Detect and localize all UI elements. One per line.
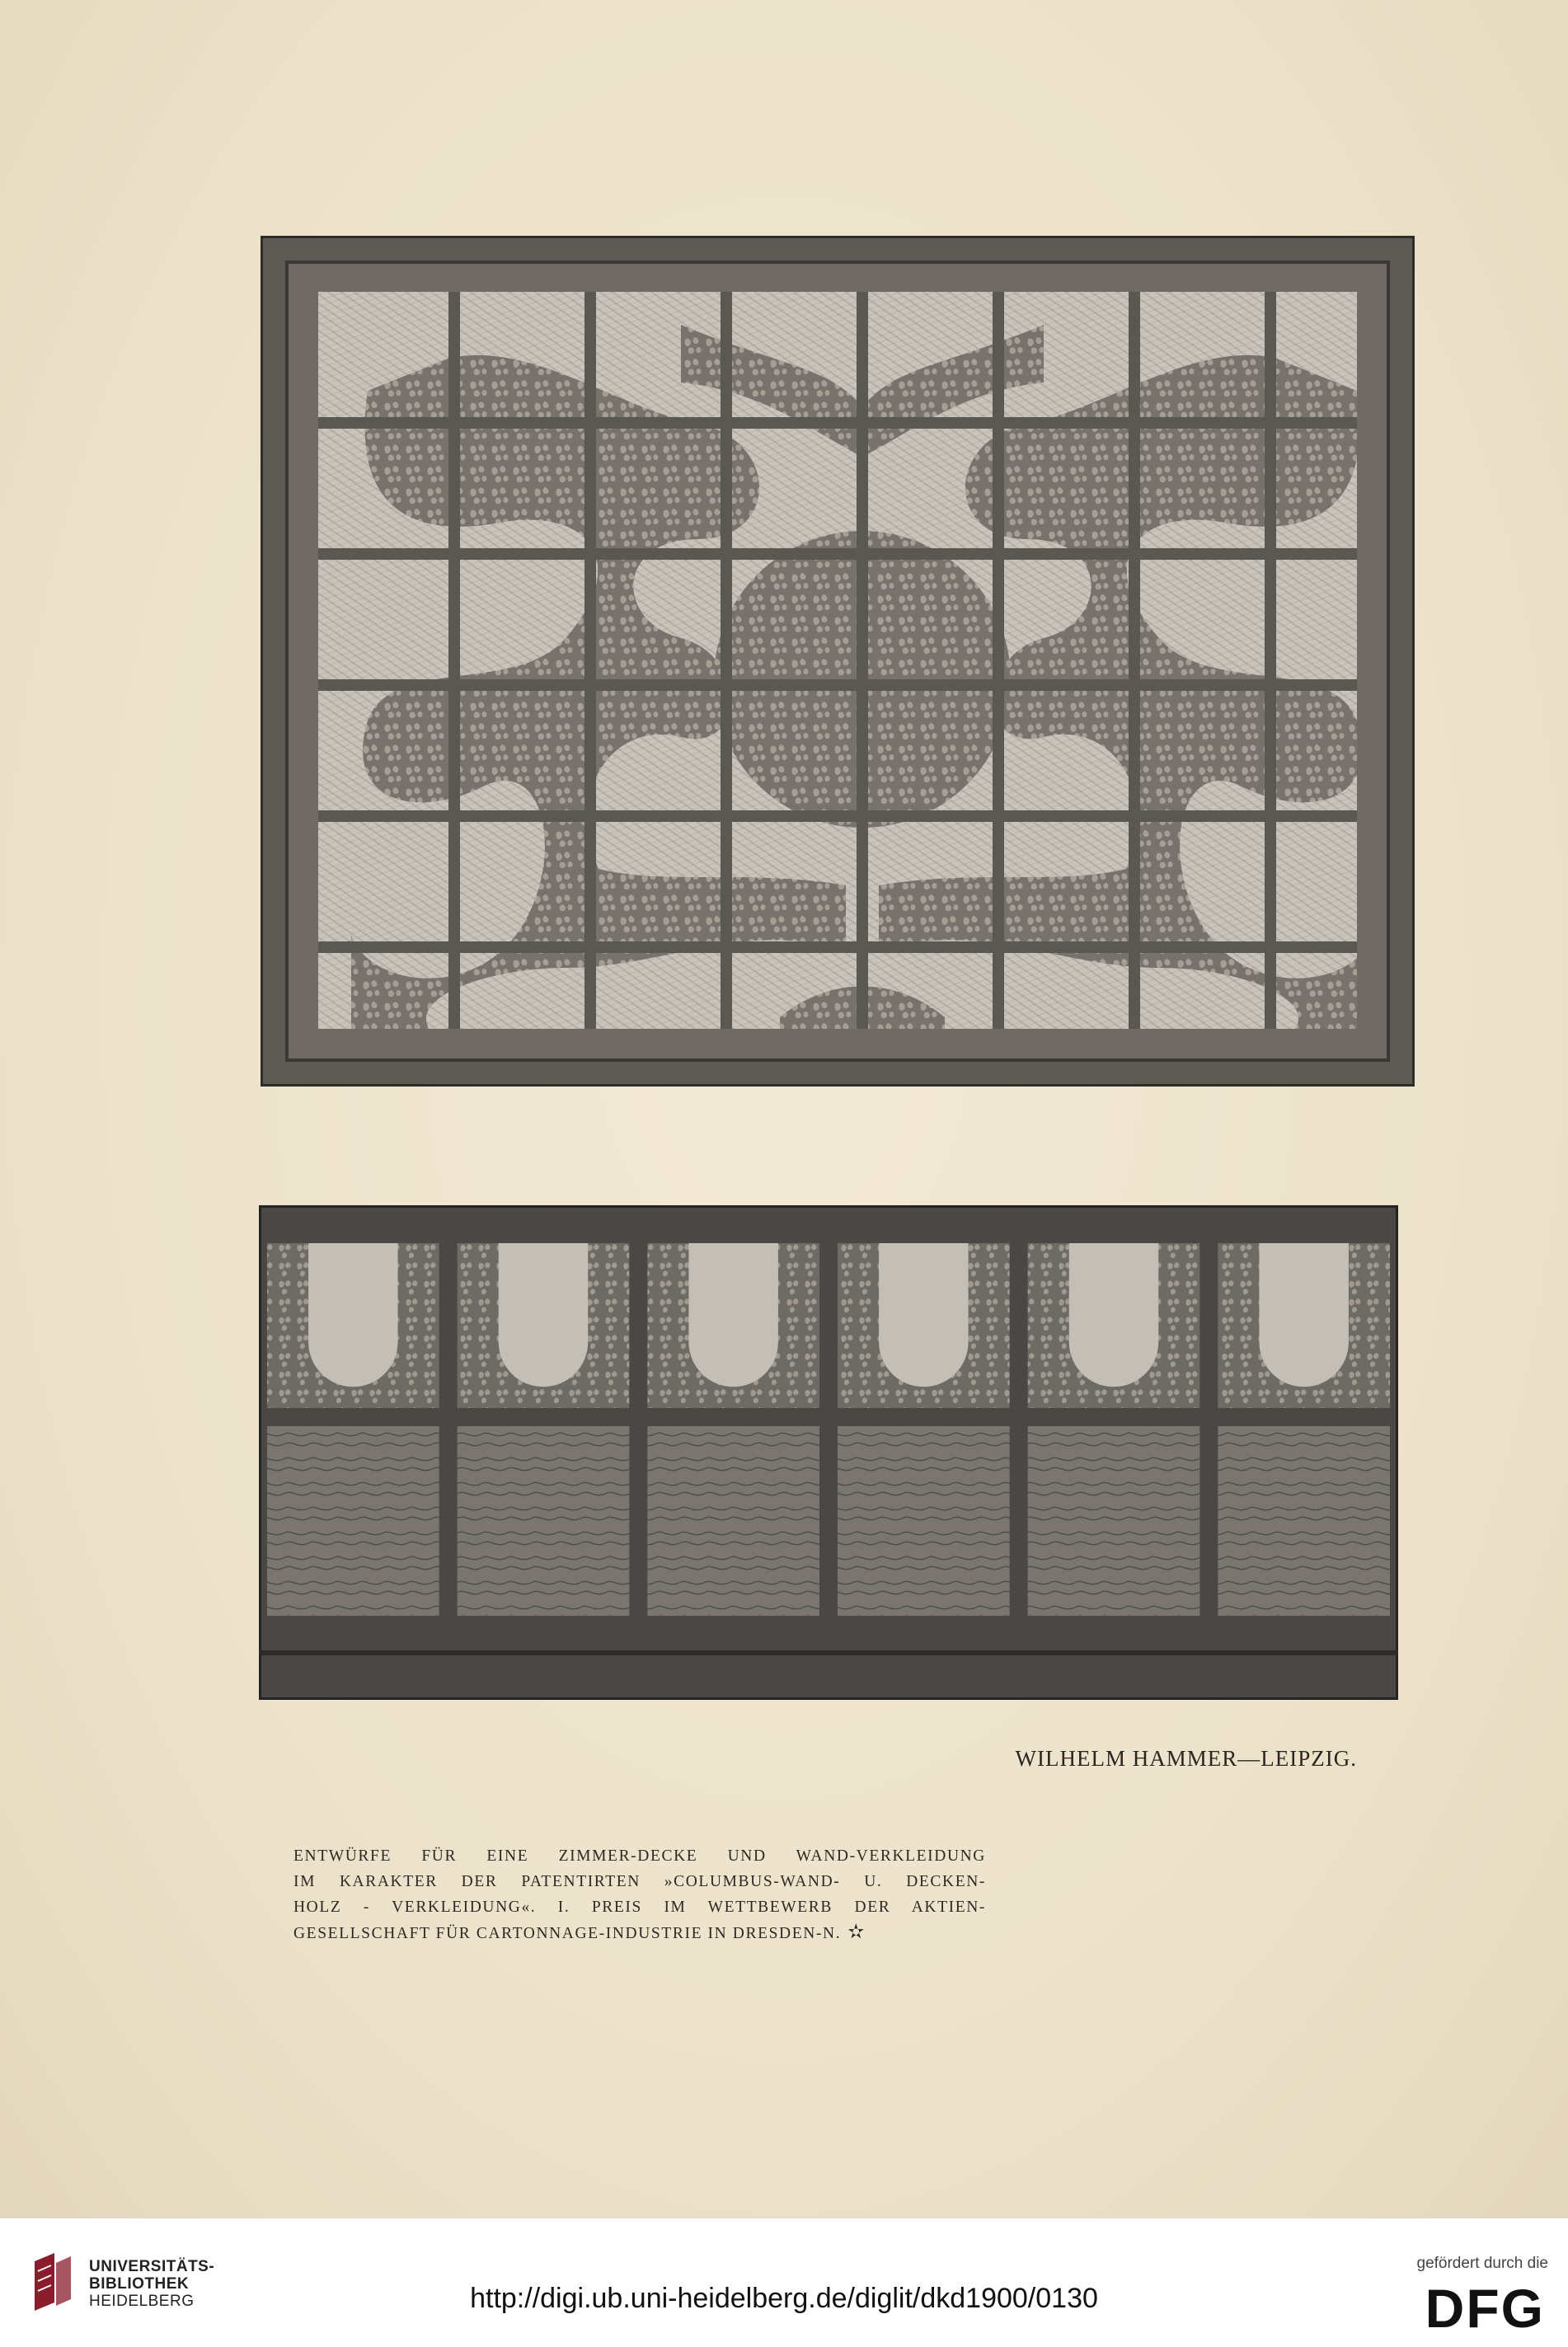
- wall-panel-tongue-ornament: [308, 1243, 398, 1387]
- permalink-url[interactable]: http://digi.ub.uni-heidelberg.de/diglit/dkd1900/0130: [470, 2283, 1098, 2314]
- ceiling-frame: [285, 261, 1390, 1062]
- wall-panel-tongue-ornament: [1259, 1243, 1349, 1387]
- caption-line-1: ENTWÜRFE FÜR EINE ZIMMER-DECKE UND WAND-VERKLEIDUNG: [293, 1847, 986, 1865]
- caption-line-2: IM KARAKTER DER PATENTIRTEN »COLUMBUS-WAND- U. DECKEN-: [293, 1873, 986, 1890]
- institution-line-3: HEIDELBERG: [89, 2293, 195, 2310]
- plate-caption: [293, 1843, 986, 1946]
- caption-line-4-text: GESELLSCHAFT FÜR CARTONNAGE-INDUSTRIE IN DRESDEN-N.: [293, 1925, 842, 1942]
- wall-skirting-line: [259, 1650, 1398, 1655]
- star-mark-icon: ✫: [847, 1922, 866, 1943]
- ceiling-pattern-drawing: [318, 292, 1357, 1029]
- caption-line-3: HOLZ - VERKLEIDUNG«. I. PREIS IM WETTBEWERB DER AKTIEN-: [293, 1899, 986, 1916]
- wall-panelling-plate: [259, 1205, 1398, 1700]
- wall-lower-panel: [838, 1426, 1010, 1616]
- funding-note: gefördert durch die: [1416, 2255, 1548, 2272]
- institution-line-1: UNIVERSITÄTS-: [89, 2258, 215, 2275]
- wall-panel-group: [259, 1243, 1398, 1655]
- ceiling-design-plate: [261, 236, 1415, 1087]
- wall-panelling-drawing: [259, 1205, 1398, 1700]
- digitization-footer: [0, 2218, 1568, 2347]
- wall-panel-tongue-ornament: [1069, 1243, 1159, 1387]
- wall-lower-panel: [267, 1426, 439, 1616]
- wall-panel-tongue-ornament: [879, 1243, 969, 1387]
- wall-panel-tongue-ornament: [688, 1243, 778, 1387]
- ceiling-ornament: [351, 325, 1357, 1029]
- artist-signature: WILHELM HAMMER—LEIPZIG.: [1015, 1746, 1357, 1771]
- ceiling-pattern-field: [318, 292, 1357, 1029]
- wall-lower-panel: [647, 1426, 819, 1616]
- caption-line-4: [293, 1920, 986, 1946]
- dfg-logo[interactable]: DFG: [1425, 2278, 1545, 2339]
- wall-lower-panel: [1218, 1426, 1390, 1616]
- institution-line-2: BIBLIOTHEK: [89, 2275, 190, 2293]
- wall-lower-panel: [1028, 1426, 1200, 1616]
- wall-lower-panel: [458, 1426, 630, 1616]
- wall-panel-tongue-ornament: [499, 1243, 589, 1387]
